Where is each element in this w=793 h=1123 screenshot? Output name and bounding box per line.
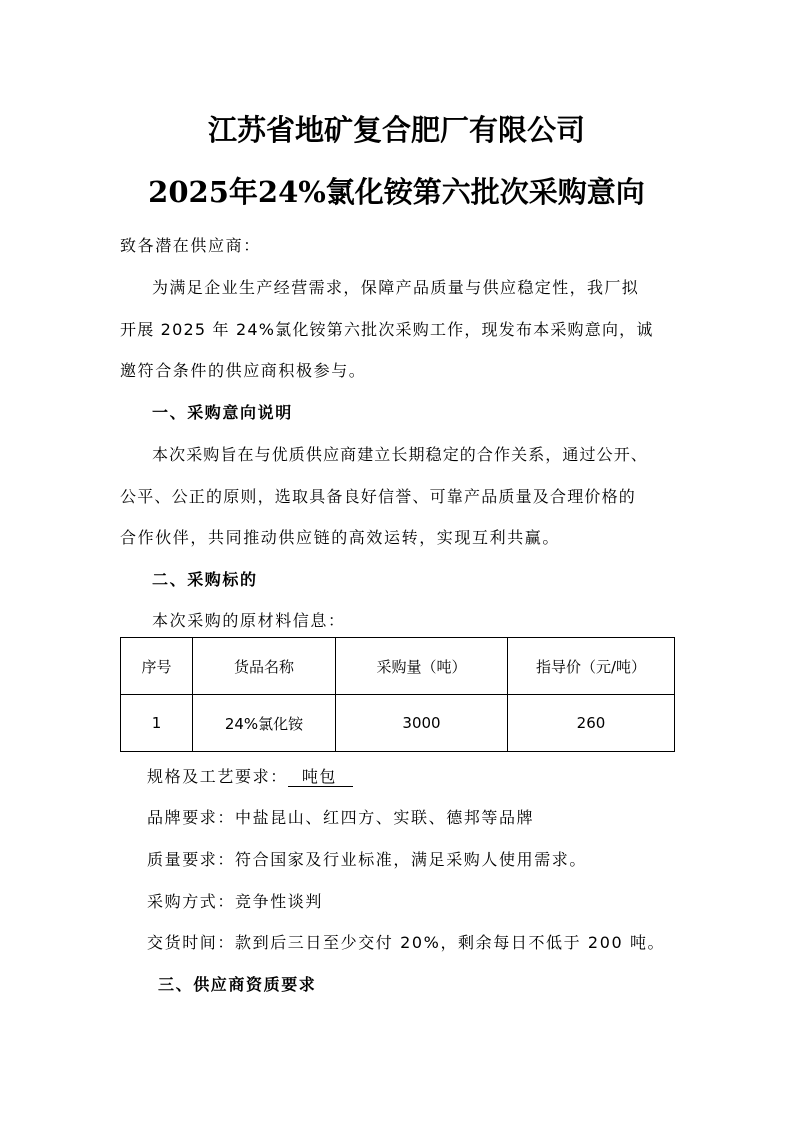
brand-requirement: 品牌要求：中盐昆山、红四方、实联、德邦等品牌 [147, 808, 535, 827]
table-intro: 本次采购的原材料信息： [152, 611, 346, 630]
spec-label: 规格及工艺要求： [147, 767, 288, 786]
goods-table [120, 637, 675, 752]
quality-requirement: 质量要求：符合国家及行业标准，满足采购人使用需求。 [147, 850, 588, 869]
intro-line-3: 邀符合条件的供应商积极参与。 [120, 361, 367, 380]
section-1-line-1: 本次采购旨在与优质供应商建立长期稳定的合作关系，通过公开、 [152, 445, 648, 464]
spec-value: 吨包 [288, 768, 353, 787]
table-row [121, 695, 675, 752]
header-index: 序号 [121, 638, 193, 695]
cell-index: 1 [121, 695, 193, 752]
cell-goods-name: 24%氯化铵 [193, 695, 336, 752]
company-title: 江苏省地矿复合肥厂有限公司 [207, 113, 585, 147]
spec-requirement [147, 764, 353, 787]
procurement-method: 采购方式：竞争性谈判 [147, 892, 324, 911]
salutation: 致各潜在供应商： [120, 236, 261, 255]
header-guide-price: 指导价（元/吨） [508, 638, 675, 695]
section-2-heading: 二、采购标的 [152, 570, 258, 589]
section-3-heading: 三、供应商资质要求 [158, 975, 317, 994]
table-header-row [121, 638, 675, 695]
intro-line-2: 开展 2025 年 24%氯化铵第六批次采购工作，现发布本采购意向，诚 [120, 320, 654, 339]
section-1-heading: 一、采购意向说明 [152, 403, 293, 422]
section-1-line-2: 公平、公正的原则，选取具备良好信誉、可靠产品质量及合理价格的 [120, 487, 637, 506]
intro-line-1: 为满足企业生产经营需求，保障产品质量与供应稳定性，我厂拟 [152, 278, 640, 297]
header-goods-name: 货品名称 [193, 638, 336, 695]
cell-guide-price: 260 [508, 695, 675, 752]
document-title: 2025年24%氯化铵第六批次采购意向 [148, 175, 645, 209]
header-quantity: 采购量（吨） [336, 638, 508, 695]
delivery-time: 交货时间：款到后三日至少交付 20%，剩余每日不低于 200 吨。 [147, 933, 666, 952]
section-1-line-3: 合作伙伴，共同推动供应链的高效运转，实现互利共赢。 [120, 528, 561, 547]
cell-quantity: 3000 [336, 695, 508, 752]
